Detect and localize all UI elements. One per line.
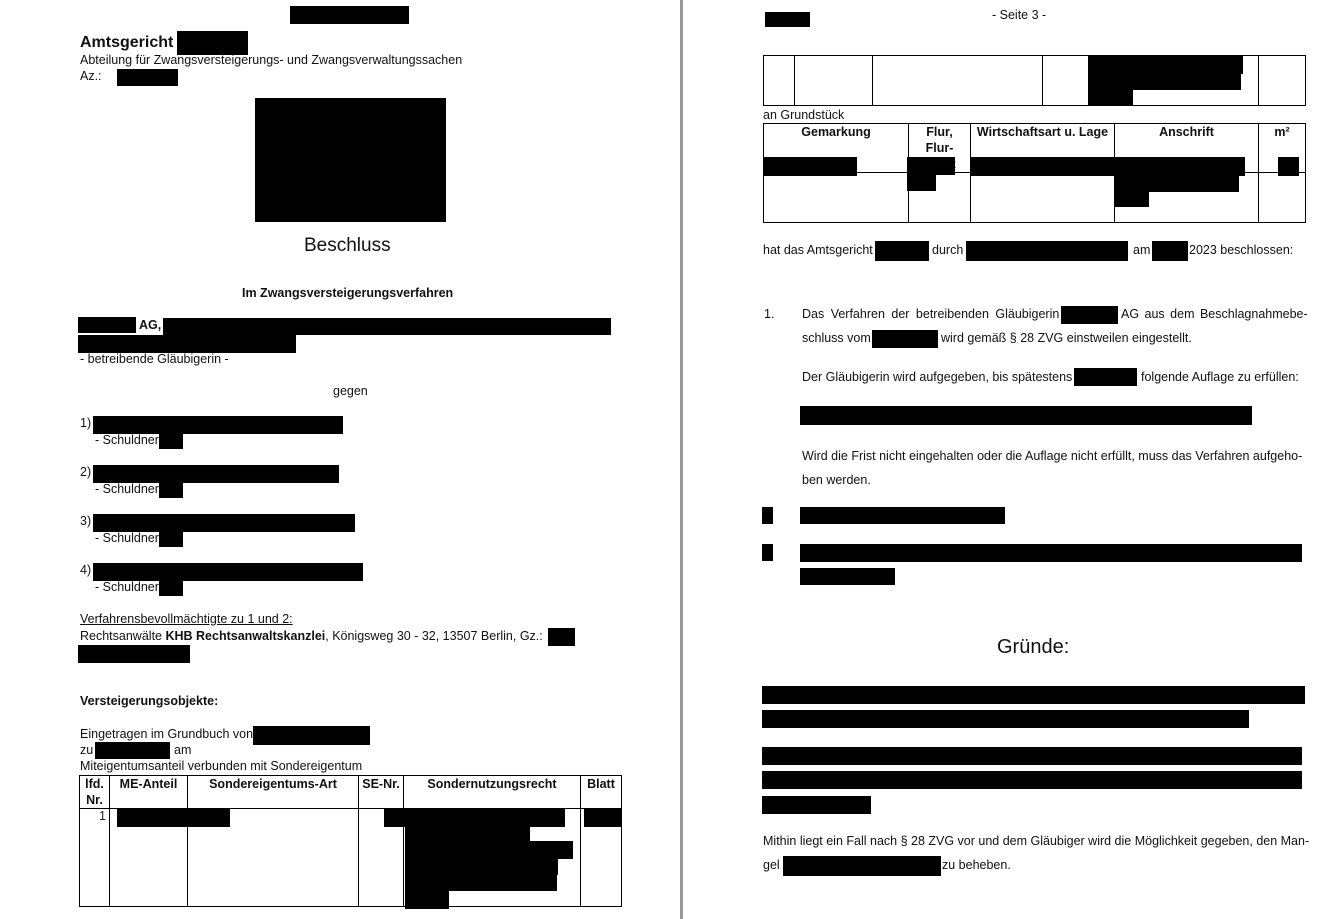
- decision-intro: durch: [932, 243, 964, 257]
- table-header: Sondereigentums-Art: [188, 776, 359, 809]
- redaction-block: [783, 856, 941, 876]
- redaction-block: [405, 889, 449, 909]
- redaction-block: [765, 12, 810, 27]
- document-page-right: [684, 0, 1333, 919]
- table-cell: [1259, 173, 1306, 223]
- redaction-block: [966, 241, 1128, 261]
- redaction-block: [762, 544, 773, 561]
- table-cell: [873, 56, 1043, 106]
- table-header: ME-Anteil: [110, 776, 188, 809]
- redaction-block: [78, 645, 190, 663]
- document-title: Beschluss: [304, 235, 391, 256]
- redaction-block: [762, 710, 1249, 728]
- redaction-block: [800, 568, 895, 585]
- redaction-block: [93, 563, 363, 581]
- redaction-block: [800, 544, 1302, 562]
- redaction-block: [1114, 191, 1149, 207]
- conclusion-text: zu beheben.: [942, 858, 1011, 872]
- objects-heading: Versteigerungsobjekte:: [80, 694, 219, 708]
- debtor-role: - Schuldner: [95, 482, 159, 496]
- attorneys-firm: KHB Rechtsanwaltskanzlei: [165, 629, 326, 643]
- debtor-number: 3): [80, 514, 92, 528]
- redaction-block: [163, 318, 611, 335]
- redaction-block: [762, 507, 773, 524]
- redaction-block: [159, 433, 183, 449]
- page-number: - Seite 3 -: [992, 8, 1047, 22]
- table-header: lfd. Nr.: [80, 776, 110, 809]
- redaction-block: [907, 175, 936, 191]
- redaction-block: [762, 771, 1302, 789]
- debtor-number: 2): [80, 465, 92, 479]
- redaction-block: [93, 514, 355, 532]
- redaction-block: [970, 157, 1245, 176]
- decision-intro: 2023 beschlossen:: [1189, 243, 1294, 257]
- registered-label: Eingetragen im Grundbuch von: [80, 727, 254, 741]
- redaction-block: [762, 686, 1305, 704]
- table-header: SE-Nr.: [359, 776, 404, 809]
- redaction-block: [78, 317, 136, 333]
- redaction-block: [584, 809, 621, 827]
- redaction-block: [177, 31, 248, 55]
- redaction-block: [1114, 175, 1239, 192]
- conclusion-text: Mithin liegt ein Fall nach § 28 ZVG vor und dem Gläubiger wird die Möglichkeit gegeben, den Man-: [763, 834, 1310, 848]
- procedure-heading: Im Zwangsversteigerungsverfahren: [242, 286, 454, 300]
- redaction-block: [907, 157, 955, 175]
- file-ref-label: Az.:: [80, 69, 102, 83]
- decision-intro: hat das Amtsgericht: [763, 243, 873, 257]
- redaction-block: [800, 507, 1005, 524]
- redaction-block: [93, 416, 343, 434]
- reasons-heading: Gründe:: [997, 636, 1070, 658]
- redaction-block: [117, 809, 230, 827]
- table-header: m²: [1259, 124, 1306, 173]
- redaction-block: [290, 6, 409, 24]
- attorneys-prefix: Rechtsanwälte: [80, 629, 166, 643]
- redaction-block: [762, 796, 871, 814]
- item-text: AG aus dem Beschlagnahmebe-: [1121, 307, 1308, 321]
- redaction-block: [159, 580, 183, 596]
- redaction-block: [1278, 157, 1299, 176]
- table-header: Sondernutzungsrecht: [404, 776, 581, 809]
- redaction-block: [548, 628, 575, 646]
- requirement-text: Der Gläubigerin wird aufgegeben, bis spätestens: [802, 370, 1073, 384]
- redaction-block: [93, 465, 339, 483]
- redacted-image: [255, 98, 446, 222]
- redaction-block: [762, 747, 1302, 765]
- redaction-block: [1074, 368, 1137, 386]
- table-header: Gemarkung: [764, 124, 909, 173]
- table-cell: [1259, 56, 1306, 106]
- redaction-block: [875, 241, 929, 261]
- debtor-number: 4): [80, 563, 92, 577]
- redaction-block: [1152, 241, 1188, 261]
- item-text: wird gemäß § 28 ZVG einstweilen eingestellt.: [941, 331, 1192, 345]
- requirement-text: folgende Auflage zu erfüllen:: [1141, 370, 1299, 384]
- am-label: am: [174, 743, 192, 757]
- table-cell: 1: [80, 809, 110, 907]
- conclusion-text: gel: [763, 858, 780, 872]
- debtor-role: - Schuldner: [95, 433, 159, 447]
- debtor-role: - Schuldner: [95, 531, 159, 545]
- redaction-block: [1061, 306, 1118, 324]
- item-text: Das Verfahren der betreibenden Gläubigerin: [802, 307, 1060, 321]
- debtor-role: - Schuldner: [95, 580, 159, 594]
- page-divider: [680, 0, 683, 919]
- deadline-text: ben werden.: [802, 473, 871, 487]
- table-header: Blatt: [581, 776, 622, 809]
- decision-intro: am: [1133, 243, 1151, 257]
- item-number: 1.: [764, 307, 775, 321]
- table-header: Wirtschaftsart u. Lage: [971, 124, 1115, 173]
- table-cell: [795, 56, 873, 106]
- coownership-label: Miteigentumsanteil verbunden mit Sondereigentum: [80, 759, 363, 773]
- debtor-number: 1): [80, 416, 92, 430]
- table-header: Anschrift: [1115, 124, 1259, 173]
- redaction-block: [95, 742, 170, 759]
- attorneys-address: , Königsweg 30 - 32, 13507 Berlin, Gz.:: [325, 629, 543, 643]
- redaction-block: [764, 157, 857, 176]
- court-name: Amtsgericht: [80, 34, 174, 51]
- redaction-block: [253, 726, 370, 745]
- parcel-label: an Grundstück: [763, 108, 845, 122]
- table-cell: [764, 56, 795, 106]
- item-text: schluss vom: [802, 331, 871, 345]
- table-header: Flur, Flur-: [909, 124, 971, 173]
- table-cell: [971, 173, 1115, 223]
- redaction-block: [872, 330, 938, 348]
- redaction-block: [800, 406, 1252, 425]
- redaction-block: [159, 531, 183, 547]
- attorneys-label: Verfahrensbevollmächtigte zu 1 und 2:: [80, 612, 293, 626]
- zu-label: zu: [80, 743, 94, 757]
- redaction-block: [117, 69, 178, 86]
- creditor-suffix: AG,: [139, 318, 162, 332]
- versus-label: gegen: [333, 384, 368, 398]
- court-department: Abteilung für Zwangsversteigerungs- und Zwangsverwaltungssachen: [80, 53, 463, 67]
- redaction-block: [1088, 88, 1133, 105]
- attorneys-line: [80, 629, 543, 644]
- creditor-role: - betreibende Gläubigerin -: [80, 352, 229, 366]
- table-cell: [764, 173, 909, 223]
- redaction-block: [78, 335, 296, 353]
- redaction-block: [159, 482, 183, 498]
- table-cell: [1043, 56, 1089, 106]
- deadline-text: Wird die Frist nicht eingehalten oder die Auflage nicht erfüllt, muss das Verfahren aufgeho-: [802, 449, 1303, 463]
